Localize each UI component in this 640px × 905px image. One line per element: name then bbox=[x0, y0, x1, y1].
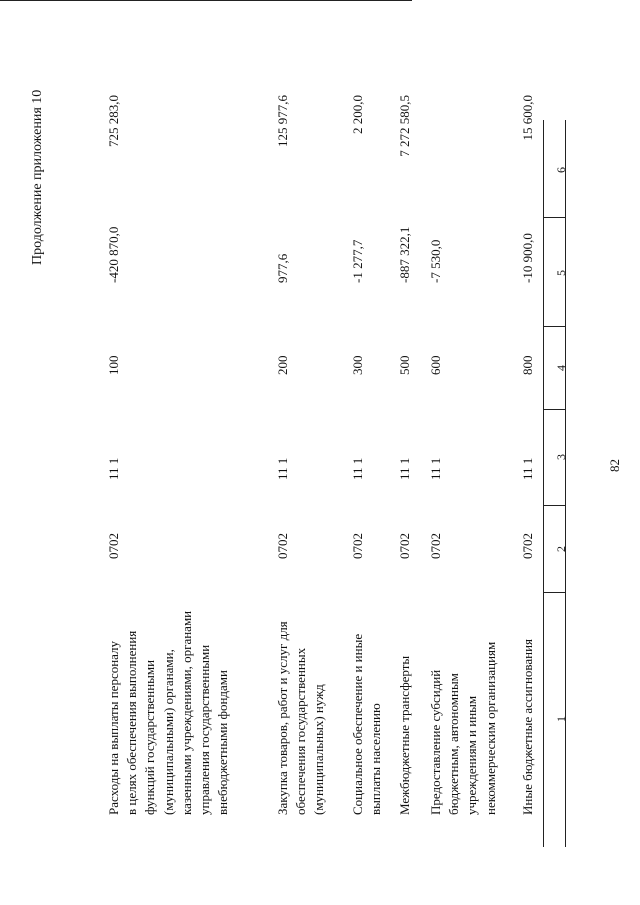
row-program: 11 1 bbox=[397, 457, 412, 480]
row-expense-type: 600 bbox=[428, 355, 443, 375]
row-expense-type: 500 bbox=[397, 355, 412, 375]
header-col-3: 3 bbox=[554, 454, 568, 460]
row-total-amount: 2 200,0 bbox=[350, 95, 365, 134]
header-divider bbox=[543, 217, 565, 218]
header-divider bbox=[543, 505, 565, 506]
row-section: 0702 bbox=[275, 533, 290, 559]
header-divider bbox=[543, 592, 565, 593]
row-name: Предоставление субсидий бюджетным, автономным учреждениям и иным некоммерческим организациям bbox=[428, 641, 498, 815]
header-top-line bbox=[543, 120, 544, 847]
header-col-5: 5 bbox=[554, 270, 568, 276]
row-total-amount: 725 283,0 bbox=[106, 95, 121, 147]
header-divider bbox=[543, 326, 565, 327]
row-program: 11 1 bbox=[428, 457, 443, 480]
row-program: 11 1 bbox=[106, 457, 121, 480]
row-name: Межбюджетные трансферты bbox=[397, 655, 412, 815]
header-divider bbox=[543, 409, 565, 410]
row-change-amount: 977,6 bbox=[275, 253, 290, 283]
row-section: 0702 bbox=[106, 533, 121, 559]
row-expense-type: 100 bbox=[106, 355, 121, 375]
row-section: 0702 bbox=[350, 533, 365, 559]
header-col-4: 4 bbox=[554, 365, 568, 371]
row-name: Закупка товаров, работ и услуг для обеспечения государственных (муниципальных) нужд bbox=[275, 621, 327, 815]
row-name: Социальное обеспечение и иные выплаты населению bbox=[350, 633, 384, 815]
row-name: Расходы на выплаты персоналу в целях обеспечения выполнения функций государственными (муниципальными) органами, казенными учреждениями, органами управления государственными внебюджетными фондами bbox=[106, 610, 231, 815]
row-program: 11 1 bbox=[275, 457, 290, 480]
row-section: 0702 bbox=[428, 533, 443, 559]
row-change-amount: -7 530,0 bbox=[428, 239, 443, 283]
row-program: 11 1 bbox=[350, 457, 365, 480]
row-expense-type: 300 bbox=[350, 355, 365, 375]
row-total-amount: 15 600,0 bbox=[520, 95, 535, 141]
row-name: Иные бюджетные ассигнования bbox=[520, 638, 535, 815]
row-change-amount: -10 900,0 bbox=[520, 233, 535, 283]
row-change-amount: -1 277,7 bbox=[350, 239, 365, 283]
header-col-1: 1 bbox=[554, 716, 568, 722]
row-change-amount: -887 322,1 bbox=[397, 226, 412, 283]
continuation-label: Продолжение приложения 10 bbox=[30, 89, 45, 265]
header-col-2: 2 bbox=[554, 546, 568, 552]
row-expense-type: 800 bbox=[520, 355, 535, 375]
row-change-amount: -420 870,0 bbox=[106, 226, 121, 283]
row-section: 0702 bbox=[397, 533, 412, 559]
page-number: 82 bbox=[607, 459, 622, 472]
row-total-amount: 7 272 580,5 bbox=[397, 95, 412, 157]
row-section: 0702 bbox=[520, 533, 535, 559]
header-col-6: 6 bbox=[554, 167, 568, 173]
row-program: 11 1 bbox=[520, 457, 535, 480]
row-expense-type: 200 bbox=[275, 355, 290, 375]
row-total-amount: 125 977,6 bbox=[275, 95, 290, 147]
